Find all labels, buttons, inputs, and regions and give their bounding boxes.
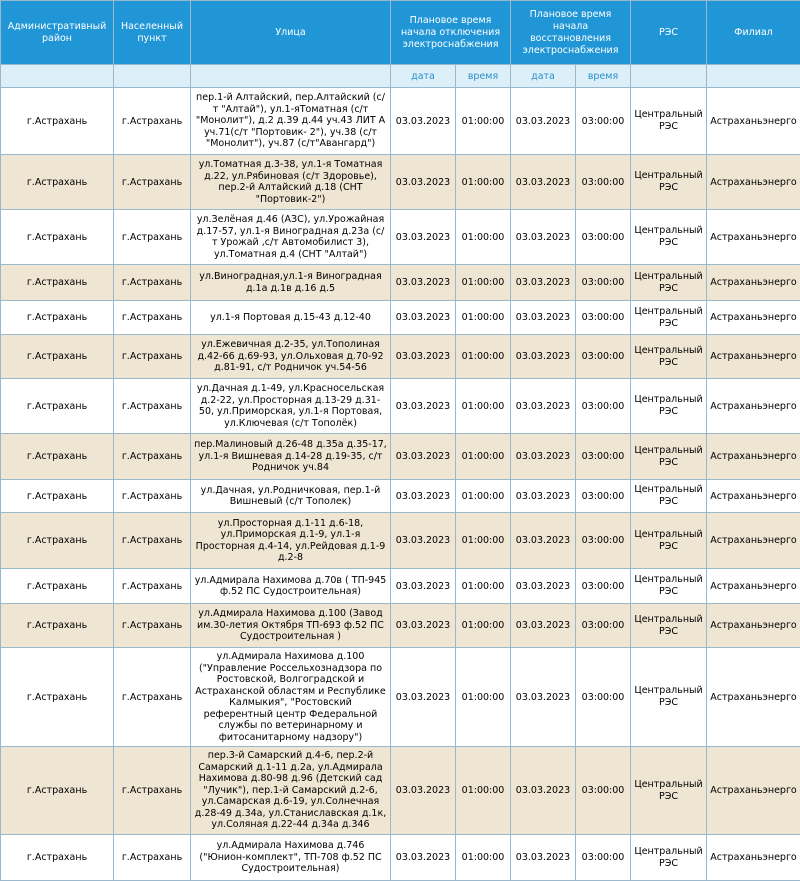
cell-res: Центральный РЭС	[631, 434, 707, 480]
cell-locality: г.Астрахань	[114, 604, 191, 648]
cell-branch: Астраханьэнерго	[707, 747, 800, 835]
cell-district: г.Астрахань	[1, 604, 114, 648]
header-on-time: Плановое время начала восстановления электроснабжения	[511, 1, 631, 65]
subheader-empty	[191, 65, 391, 88]
cell-on-time: 03:00:00	[576, 335, 631, 379]
table-row	[1, 569, 800, 604]
cell-off-date: 03.03.2023	[391, 480, 456, 513]
cell-off-time: 01:00:00	[456, 265, 511, 301]
cell-branch: Астраханьэнерго	[707, 265, 800, 301]
cell-on-date: 03.03.2023	[511, 88, 576, 155]
cell-locality: г.Астрахань	[114, 513, 191, 569]
cell-off-time: 01:00:00	[456, 513, 511, 569]
cell-on-date: 03.03.2023	[511, 835, 576, 881]
cell-off-date: 03.03.2023	[391, 155, 456, 210]
cell-res: Центральный РЭС	[631, 480, 707, 513]
table-row	[1, 155, 800, 210]
subheader-empty	[114, 65, 191, 88]
cell-on-date: 03.03.2023	[511, 569, 576, 604]
cell-locality: г.Астрахань	[114, 835, 191, 881]
cell-on-time: 03:00:00	[576, 434, 631, 480]
cell-branch: Астраханьэнерго	[707, 88, 800, 155]
cell-off-date: 03.03.2023	[391, 513, 456, 569]
cell-street: ул.Адмирала Нахимова д.70в ( ТП-945 ф.52 ПС Судостроительная)	[191, 569, 391, 604]
table-row	[1, 88, 800, 155]
cell-off-date: 03.03.2023	[391, 88, 456, 155]
cell-district: г.Астрахань	[1, 210, 114, 265]
cell-off-time: 01:00:00	[456, 210, 511, 265]
cell-street: пер.3-й Самарский д.4-6, пер.2-й Самарский д.1-11 д.2а, ул.Адмирала Нахимова д.80-98 д.96 (Детский сад "Лучик"), пер.1-й Самарский д.2-6, ул.Самарская д.6-19, ул.Солнечная д.28-49 д.34а, ул.Станиславская д.1к, ул.Соляная д.22-44 д.34а д.346	[191, 747, 391, 835]
cell-street: ул.Адмирала Нахимова д.100 ("Управление Россельхознадзора по Ростовской, Волгоградской и Астраханской областям и Республике Калмыкия", "Ростовский референтный центр Федеральной службы по ветеринарному и фитосанитарному надзору")	[191, 648, 391, 747]
cell-on-time: 03:00:00	[576, 210, 631, 265]
table-header	[1, 1, 800, 88]
cell-locality: г.Астрахань	[114, 88, 191, 155]
cell-off-date: 03.03.2023	[391, 265, 456, 301]
cell-street: ул.Зелёная д.46 (АЗС), ул.Урожайная д.17-57, ул.1-я Виноградная д.23а (с/т Урожай ,с/т Автомобилист 3), ул.Томатная д.4 (СНТ "Алтай")	[191, 210, 391, 265]
cell-on-date: 03.03.2023	[511, 379, 576, 434]
cell-street: ул.Адмирала Нахимова д.100 (Завод им.30-летия Октября ТП-693 ф.52 ПС Судостроительная )	[191, 604, 391, 648]
cell-on-time: 03:00:00	[576, 569, 631, 604]
header-street: Улица	[191, 1, 391, 65]
cell-off-date: 03.03.2023	[391, 379, 456, 434]
cell-off-time: 01:00:00	[456, 747, 511, 835]
cell-off-time: 01:00:00	[456, 335, 511, 379]
cell-off-time: 01:00:00	[456, 648, 511, 747]
cell-branch: Астраханьэнерго	[707, 379, 800, 434]
cell-res: Центральный РЭС	[631, 604, 707, 648]
table-row	[1, 335, 800, 379]
cell-on-time: 03:00:00	[576, 88, 631, 155]
cell-res: Центральный РЭС	[631, 648, 707, 747]
cell-district: г.Астрахань	[1, 513, 114, 569]
cell-off-date: 03.03.2023	[391, 301, 456, 335]
table-row	[1, 265, 800, 301]
cell-locality: г.Астрахань	[114, 335, 191, 379]
cell-on-time: 03:00:00	[576, 835, 631, 881]
cell-district: г.Астрахань	[1, 265, 114, 301]
cell-off-date: 03.03.2023	[391, 835, 456, 881]
table-row	[1, 513, 800, 569]
cell-off-time: 01:00:00	[456, 379, 511, 434]
header-branch: Филиал	[707, 1, 800, 65]
cell-on-date: 03.03.2023	[511, 335, 576, 379]
cell-street: ул.Виноградная,ул.1-я Виноградная д.1а д.1в д.16 д.5	[191, 265, 391, 301]
cell-branch: Астраханьэнерго	[707, 301, 800, 335]
subheader-row	[1, 65, 800, 88]
cell-on-date: 03.03.2023	[511, 210, 576, 265]
cell-on-time: 03:00:00	[576, 480, 631, 513]
cell-res: Центральный РЭС	[631, 155, 707, 210]
cell-locality: г.Астрахань	[114, 379, 191, 434]
cell-on-date: 03.03.2023	[511, 155, 576, 210]
cell-street: пер.1-й Алтайский, пер.Алтайский (с/т "Алтай"), ул.1-яТоматная (с/т "Монолит"), д.2 д.39 д.44 уч.43 ЛИТ А уч.71(с/т "Портовик- 2"), уч.38 (с/т "Монолит"), уч.87 (с/т"Авангард")	[191, 88, 391, 155]
cell-res: Центральный РЭС	[631, 569, 707, 604]
cell-locality: г.Астрахань	[114, 747, 191, 835]
table-row	[1, 480, 800, 513]
cell-on-time: 03:00:00	[576, 265, 631, 301]
cell-branch: Астраханьэнерго	[707, 513, 800, 569]
cell-locality: г.Астрахань	[114, 265, 191, 301]
header-district: Административный район	[1, 1, 114, 65]
cell-res: Центральный РЭС	[631, 88, 707, 155]
header-locality: Населенный пункт	[114, 1, 191, 65]
subheader-on-date: дата	[511, 65, 576, 88]
header-off-time: Плановое время начала отключения электроснабжения	[391, 1, 511, 65]
cell-on-date: 03.03.2023	[511, 480, 576, 513]
cell-on-time: 03:00:00	[576, 604, 631, 648]
subheader-empty	[707, 65, 800, 88]
cell-locality: г.Астрахань	[114, 569, 191, 604]
cell-off-time: 01:00:00	[456, 604, 511, 648]
cell-on-date: 03.03.2023	[511, 604, 576, 648]
cell-res: Центральный РЭС	[631, 335, 707, 379]
header-row	[1, 1, 800, 65]
cell-district: г.Астрахань	[1, 301, 114, 335]
cell-off-date: 03.03.2023	[391, 569, 456, 604]
cell-street: ул.Дачная д.1-49, ул.Красносельская д.2-22, ул.Просторная д.13-29 д.31-50, ул.Приморская, ул.1-я Портовая, ул.Ключевая (с/т Тополёк)	[191, 379, 391, 434]
cell-res: Центральный РЭС	[631, 379, 707, 434]
cell-on-time: 03:00:00	[576, 379, 631, 434]
cell-off-time: 01:00:00	[456, 480, 511, 513]
cell-district: г.Астрахань	[1, 648, 114, 747]
cell-street: ул.Адмирала Нахимова д.746 ("Юнион-комплект", ТП-708 ф.52 ПС Судостроительная)	[191, 835, 391, 881]
cell-street: ул.Томатная д.3-38, ул.1-я Томатная д.22, ул.Рябиновая (с/т Здоровье), пер.2-й Алтайский д.18 (СНТ "Портовик-2")	[191, 155, 391, 210]
subheader-off-time: время	[456, 65, 511, 88]
cell-locality: г.Астрахань	[114, 210, 191, 265]
cell-off-date: 03.03.2023	[391, 210, 456, 265]
cell-locality: г.Астрахань	[114, 480, 191, 513]
cell-branch: Астраханьэнерго	[707, 835, 800, 881]
cell-locality: г.Астрахань	[114, 155, 191, 210]
cell-branch: Астраханьэнерго	[707, 648, 800, 747]
cell-district: г.Астрахань	[1, 835, 114, 881]
cell-on-time: 03:00:00	[576, 513, 631, 569]
table-row	[1, 835, 800, 881]
cell-on-date: 03.03.2023	[511, 301, 576, 335]
cell-branch: Астраханьэнерго	[707, 604, 800, 648]
cell-on-date: 03.03.2023	[511, 747, 576, 835]
cell-on-date: 03.03.2023	[511, 513, 576, 569]
subheader-empty	[631, 65, 707, 88]
cell-res: Центральный РЭС	[631, 210, 707, 265]
cell-res: Центральный РЭС	[631, 747, 707, 835]
table-row	[1, 210, 800, 265]
cell-on-date: 03.03.2023	[511, 434, 576, 480]
cell-branch: Астраханьэнерго	[707, 210, 800, 265]
cell-on-time: 03:00:00	[576, 747, 631, 835]
cell-res: Центральный РЭС	[631, 265, 707, 301]
cell-off-time: 01:00:00	[456, 301, 511, 335]
cell-res: Центральный РЭС	[631, 513, 707, 569]
cell-off-date: 03.03.2023	[391, 648, 456, 747]
cell-district: г.Астрахань	[1, 88, 114, 155]
cell-branch: Астраханьэнерго	[707, 155, 800, 210]
cell-district: г.Астрахань	[1, 379, 114, 434]
cell-off-time: 01:00:00	[456, 835, 511, 881]
cell-district: г.Астрахань	[1, 155, 114, 210]
cell-off-date: 03.03.2023	[391, 747, 456, 835]
subheader-on-time: время	[576, 65, 631, 88]
cell-district: г.Астрахань	[1, 747, 114, 835]
cell-branch: Астраханьэнерго	[707, 480, 800, 513]
table-row	[1, 604, 800, 648]
subheader-empty	[1, 65, 114, 88]
table-row	[1, 434, 800, 480]
cell-branch: Астраханьэнерго	[707, 569, 800, 604]
cell-district: г.Астрахань	[1, 434, 114, 480]
cell-res: Центральный РЭС	[631, 835, 707, 881]
cell-locality: г.Астрахань	[114, 648, 191, 747]
cell-off-time: 01:00:00	[456, 155, 511, 210]
cell-district: г.Астрахань	[1, 335, 114, 379]
cell-off-date: 03.03.2023	[391, 434, 456, 480]
cell-district: г.Астрахань	[1, 480, 114, 513]
cell-on-time: 03:00:00	[576, 648, 631, 747]
cell-off-date: 03.03.2023	[391, 604, 456, 648]
cell-off-time: 01:00:00	[456, 88, 511, 155]
cell-off-time: 01:00:00	[456, 434, 511, 480]
cell-off-date: 03.03.2023	[391, 335, 456, 379]
subheader-off-date: дата	[391, 65, 456, 88]
cell-branch: Астраханьэнерго	[707, 335, 800, 379]
table-row	[1, 301, 800, 335]
cell-on-time: 03:00:00	[576, 301, 631, 335]
cell-res: Центральный РЭС	[631, 301, 707, 335]
cell-street: ул.1-я Портовая д.15-43 д.12-40	[191, 301, 391, 335]
header-res: РЭС	[631, 1, 707, 65]
cell-street: ул.Просторная д.1-11 д.6-18, ул.Приморская д.1-9, ул.1-я Просторная д.4-14, ул.Рейдовая д.1-9 д.2-8	[191, 513, 391, 569]
table-row	[1, 648, 800, 747]
cell-locality: г.Астрахань	[114, 434, 191, 480]
cell-on-time: 03:00:00	[576, 155, 631, 210]
cell-branch: Астраханьэнерго	[707, 434, 800, 480]
cell-off-time: 01:00:00	[456, 569, 511, 604]
cell-street: пер.Малиновый д.26-48 д.35а д.35-17, ул.1-я Вишневая д.14-28 д.19-35, с/т Родничок уч.84	[191, 434, 391, 480]
cell-on-date: 03.03.2023	[511, 265, 576, 301]
table-body	[1, 88, 800, 881]
cell-street: ул.Ежевичная д.2-35, ул.Тополиная д.42-66 д.69-93, ул.Ольховая д.70-92 д.81-91, с/т Родничок уч.54-56	[191, 335, 391, 379]
cell-locality: г.Астрахань	[114, 301, 191, 335]
cell-on-date: 03.03.2023	[511, 648, 576, 747]
cell-street: ул.Дачная, ул.Родничковая, пер.1-й Вишневый (с/т Тополек)	[191, 480, 391, 513]
table-row	[1, 747, 800, 835]
table-row	[1, 379, 800, 434]
cell-district: г.Астрахань	[1, 569, 114, 604]
